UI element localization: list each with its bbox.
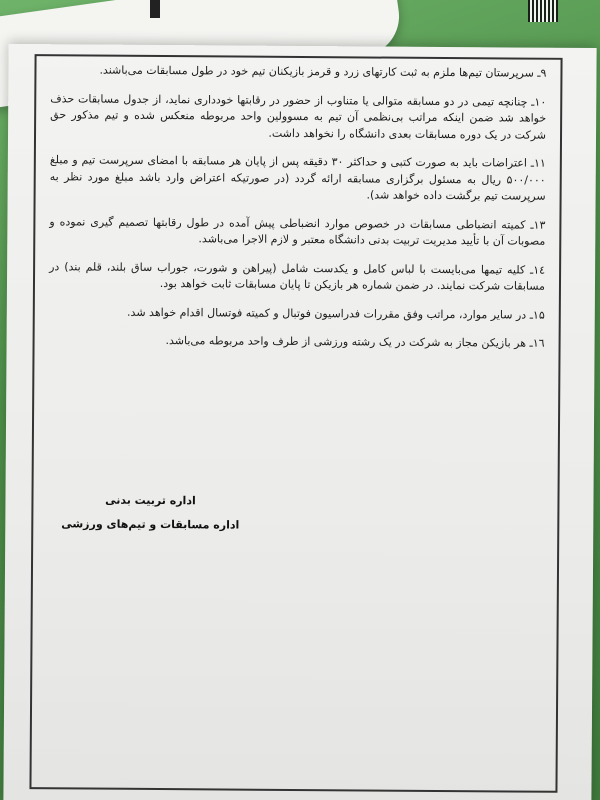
rules-list [48, 62, 546, 364]
page-border [29, 54, 562, 793]
rule-item-15: ۱۵ـ در سایر موارد، مراتب وفق مقررات فدراسیون فوتبال و کمیته فوتسال اقدام خواهد شد. [127, 305, 545, 322]
rule-item-13: ۱۳ـ کمیته انضباطی مسابقات در خصوص موارد انضباطی پیش آمده در طول رقابتها تصمیم گیری نموده و مصوبات آن با تأیید مدیریت تربیت بدنی دانشگاه معتبر و لازم الاجرا می‌باشد. [49, 214, 546, 248]
document-page [3, 44, 596, 800]
dark-clip [150, 0, 160, 18]
rule-item-10: ۱۰ـ چنانچه تیمی در دو مسابقه متوالی یا متناوب از حضور در رقابتها خودداری نماید، از جدول مسابقات حذف خواهد شد ضمن اینکه مراتب بی‌نظمی آن تیم به مسوولین واحد مربوطه منعکس شده و تیم مذکور حق شرکت در یک دوره مسابقات بعدی دانشگاه را نخواهد داشت. [50, 91, 547, 142]
signature-line-1: اداره تربیت بدنی [105, 493, 196, 508]
barcode-sticker [528, 0, 558, 22]
signature-line-2: اداره مسابقات و تیم‌های ورزشی [61, 517, 240, 532]
rule-item-11: ۱۱ـ اعتراضات باید به صورت کتبی و حداکثر ۳۰ دقیقه پس از پایان هر مسابقه با امضای سرپرست تیم و مبلغ ۵۰۰/۰۰۰ ریال به مسئول برگزاری مسابقه ارائه گردد (در صورتیکه اعتراض وارد باشد مبلغ مورد نظر به سرپرست تیم برگشت داده خواهد شد). [49, 153, 546, 203]
rule-item-16: ۱٦ـ هر بازیکن مجاز به شرکت در یک رشته ورزشی از طرف واحد مربوطه می‌باشد. [165, 334, 545, 350]
rule-item-14: ۱٤ـ کلیه تیمها می‌بایست با لباس کامل و یکدست شامل (پیراهن و شورت، جوراب ساق بلند، قلم بند) در مسابقات شرکت نمایند. در ضمن شماره هر بازیکن تا پایان مسابقات ثابت خواهد بود. [49, 259, 546, 293]
rule-item-9: ۹ـ سرپرستان تیم‌ها ملزم به ثبت کارتهای زرد و قرمز بازیکنان تیم خود در طول مسابقات می‌باشند. [99, 63, 547, 80]
signature-block [61, 488, 239, 537]
